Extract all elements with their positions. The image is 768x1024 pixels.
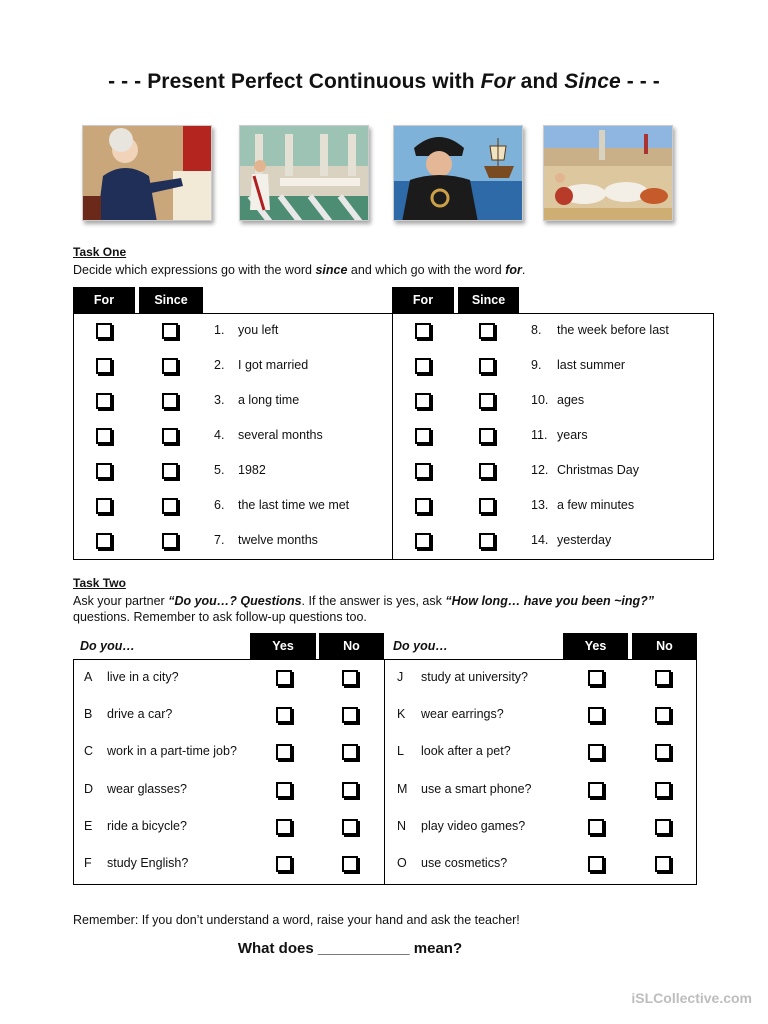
yes-checkbox[interactable] bbox=[588, 856, 604, 872]
column-header-for-right: For bbox=[392, 287, 454, 313]
question-text: play video games? bbox=[421, 819, 526, 833]
column-header-yes-right: Yes bbox=[563, 633, 628, 659]
task-two-instructions: Ask your partner “Do you…? Questions. If the answer is yes, ask “How long… have you been ~ing?” questions. Remember to ask follow-up questions too. bbox=[73, 594, 655, 624]
for-checkbox[interactable] bbox=[96, 498, 112, 514]
no-checkbox[interactable] bbox=[655, 707, 671, 723]
yes-checkbox[interactable] bbox=[588, 819, 604, 835]
yes-checkbox[interactable] bbox=[276, 744, 292, 760]
item-number: 1. bbox=[214, 323, 225, 337]
for-checkbox[interactable] bbox=[96, 323, 112, 339]
column-header-for-left: For bbox=[73, 287, 135, 313]
question-letter: N bbox=[397, 819, 407, 833]
for-checkbox[interactable] bbox=[96, 428, 112, 444]
no-checkbox[interactable] bbox=[655, 670, 671, 686]
task-two-divider bbox=[384, 659, 385, 885]
for-checkbox[interactable] bbox=[96, 358, 112, 374]
expression-text: years bbox=[557, 428, 588, 442]
expression-text: twelve months bbox=[238, 533, 318, 547]
item-number: 8. bbox=[531, 323, 542, 337]
for-checkbox[interactable] bbox=[415, 428, 431, 444]
expression-text: yesterday bbox=[557, 533, 612, 547]
item-number: 5. bbox=[214, 463, 225, 477]
since-checkbox[interactable] bbox=[162, 393, 178, 409]
yes-checkbox[interactable] bbox=[276, 670, 292, 686]
what-does-prompt: What does ___________ mean? bbox=[237, 940, 463, 957]
item-number: 7. bbox=[214, 533, 225, 547]
since-checkbox[interactable] bbox=[479, 323, 495, 339]
item-number: 3. bbox=[214, 393, 225, 407]
yes-checkbox[interactable] bbox=[588, 670, 604, 686]
for-checkbox[interactable] bbox=[415, 533, 431, 549]
question-letter: F bbox=[84, 856, 92, 870]
for-checkbox[interactable] bbox=[415, 358, 431, 374]
question-text: work in a part-time job? bbox=[107, 744, 237, 758]
column-header-no-left: No bbox=[319, 633, 384, 659]
expression-text: the last time we met bbox=[238, 498, 350, 512]
yes-checkbox[interactable] bbox=[588, 744, 604, 760]
item-number: 12. bbox=[531, 463, 549, 477]
since-checkbox[interactable] bbox=[162, 358, 178, 374]
for-checkbox[interactable] bbox=[415, 393, 431, 409]
question-text: use a smart phone? bbox=[421, 782, 532, 796]
question-letter: D bbox=[84, 782, 94, 796]
column-header-no-right: No bbox=[632, 633, 697, 659]
no-checkbox[interactable] bbox=[655, 744, 671, 760]
for-checkbox[interactable] bbox=[415, 498, 431, 514]
since-checkbox[interactable] bbox=[479, 393, 495, 409]
no-checkbox[interactable] bbox=[342, 707, 358, 723]
for-checkbox[interactable] bbox=[415, 463, 431, 479]
since-checkbox[interactable] bbox=[162, 428, 178, 444]
question-letter: J bbox=[397, 670, 404, 684]
task-one-divider bbox=[392, 313, 393, 560]
expression-text: ages bbox=[557, 393, 585, 407]
yes-checkbox[interactable] bbox=[276, 707, 292, 723]
question-letter: K bbox=[397, 707, 406, 721]
column-header-since-right: Since bbox=[458, 287, 519, 313]
since-checkbox[interactable] bbox=[479, 533, 495, 549]
yes-checkbox[interactable] bbox=[276, 856, 292, 872]
no-checkbox[interactable] bbox=[342, 670, 358, 686]
column-header-do-you-right: Do you… bbox=[393, 639, 448, 653]
expression-text: the week before last bbox=[557, 323, 669, 337]
question-letter: A bbox=[84, 670, 93, 684]
since-checkbox[interactable] bbox=[479, 358, 495, 374]
expression-text: a long time bbox=[238, 393, 300, 407]
task-two-heading: Task Two bbox=[73, 576, 126, 590]
since-checkbox[interactable] bbox=[479, 498, 495, 514]
no-checkbox[interactable] bbox=[342, 856, 358, 872]
no-checkbox[interactable] bbox=[342, 782, 358, 798]
yes-checkbox[interactable] bbox=[588, 782, 604, 798]
task-one-instructions: Decide which expressions go with the word since and which go with the word for. bbox=[73, 263, 526, 277]
question-text: look after a pet? bbox=[421, 744, 511, 758]
since-checkbox[interactable] bbox=[162, 463, 178, 479]
expression-text: several months bbox=[238, 428, 323, 442]
column-header-since-left: Since bbox=[139, 287, 203, 313]
no-checkbox[interactable] bbox=[655, 856, 671, 872]
item-number: 2. bbox=[214, 358, 225, 372]
expression-text: I got married bbox=[238, 358, 309, 372]
expression-text: Christmas Day bbox=[557, 463, 639, 477]
worksheet-title: - - - Present Perfect Continuous with For and Since - - - bbox=[108, 70, 660, 93]
question-text: live in a city? bbox=[107, 670, 179, 684]
no-checkbox[interactable] bbox=[655, 782, 671, 798]
for-checkbox[interactable] bbox=[96, 393, 112, 409]
watermark: iSLCollective.com bbox=[631, 990, 752, 1006]
question-text: use cosmetics? bbox=[421, 856, 508, 870]
question-letter: O bbox=[397, 856, 407, 870]
columbus-illustration bbox=[393, 125, 523, 221]
item-number: 9. bbox=[531, 358, 542, 372]
item-number: 14. bbox=[531, 533, 549, 547]
question-letter: C bbox=[84, 744, 94, 758]
for-checkbox[interactable] bbox=[96, 533, 112, 549]
for-checkbox[interactable] bbox=[96, 463, 112, 479]
item-number: 10. bbox=[531, 393, 549, 407]
remember-note: Remember: If you don’t understand a word, raise your hand and ask the teacher! bbox=[73, 913, 520, 927]
column-header-yes-left: Yes bbox=[250, 633, 316, 659]
mozart-writing-illustration bbox=[82, 125, 212, 221]
yes-checkbox[interactable] bbox=[276, 819, 292, 835]
item-number: 6. bbox=[214, 498, 225, 512]
question-letter: B bbox=[84, 707, 93, 721]
no-checkbox[interactable] bbox=[342, 744, 358, 760]
question-letter: L bbox=[397, 744, 404, 758]
task-one-heading: Task One bbox=[73, 245, 127, 259]
since-checkbox[interactable] bbox=[162, 498, 178, 514]
item-number: 13. bbox=[531, 498, 549, 512]
question-text: study at university? bbox=[421, 670, 528, 684]
question-letter: E bbox=[84, 819, 93, 833]
question-text: wear glasses? bbox=[107, 782, 187, 796]
yes-checkbox[interactable] bbox=[588, 707, 604, 723]
roman-senate-illustration bbox=[239, 125, 369, 221]
expression-text: 1982 bbox=[238, 463, 266, 477]
yes-checkbox[interactable] bbox=[276, 782, 292, 798]
question-text: wear earrings? bbox=[421, 707, 504, 721]
item-number: 11. bbox=[531, 428, 548, 442]
since-checkbox[interactable] bbox=[162, 533, 178, 549]
chariot-race-illustration bbox=[543, 125, 673, 221]
question-text: study English? bbox=[107, 856, 189, 870]
question-text: drive a car? bbox=[107, 707, 173, 721]
no-checkbox[interactable] bbox=[655, 819, 671, 835]
question-text: ride a bicycle? bbox=[107, 819, 187, 833]
item-number: 4. bbox=[214, 428, 225, 442]
since-checkbox[interactable] bbox=[479, 463, 495, 479]
column-header-do-you-left: Do you… bbox=[80, 639, 135, 653]
expression-text: a few minutes bbox=[557, 498, 635, 512]
expression-text: last summer bbox=[557, 358, 626, 372]
expression-text: you left bbox=[238, 323, 279, 337]
for-checkbox[interactable] bbox=[415, 323, 431, 339]
question-letter: M bbox=[397, 782, 408, 796]
no-checkbox[interactable] bbox=[342, 819, 358, 835]
since-checkbox[interactable] bbox=[479, 428, 495, 444]
task-two-table bbox=[73, 659, 697, 885]
since-checkbox[interactable] bbox=[162, 323, 178, 339]
